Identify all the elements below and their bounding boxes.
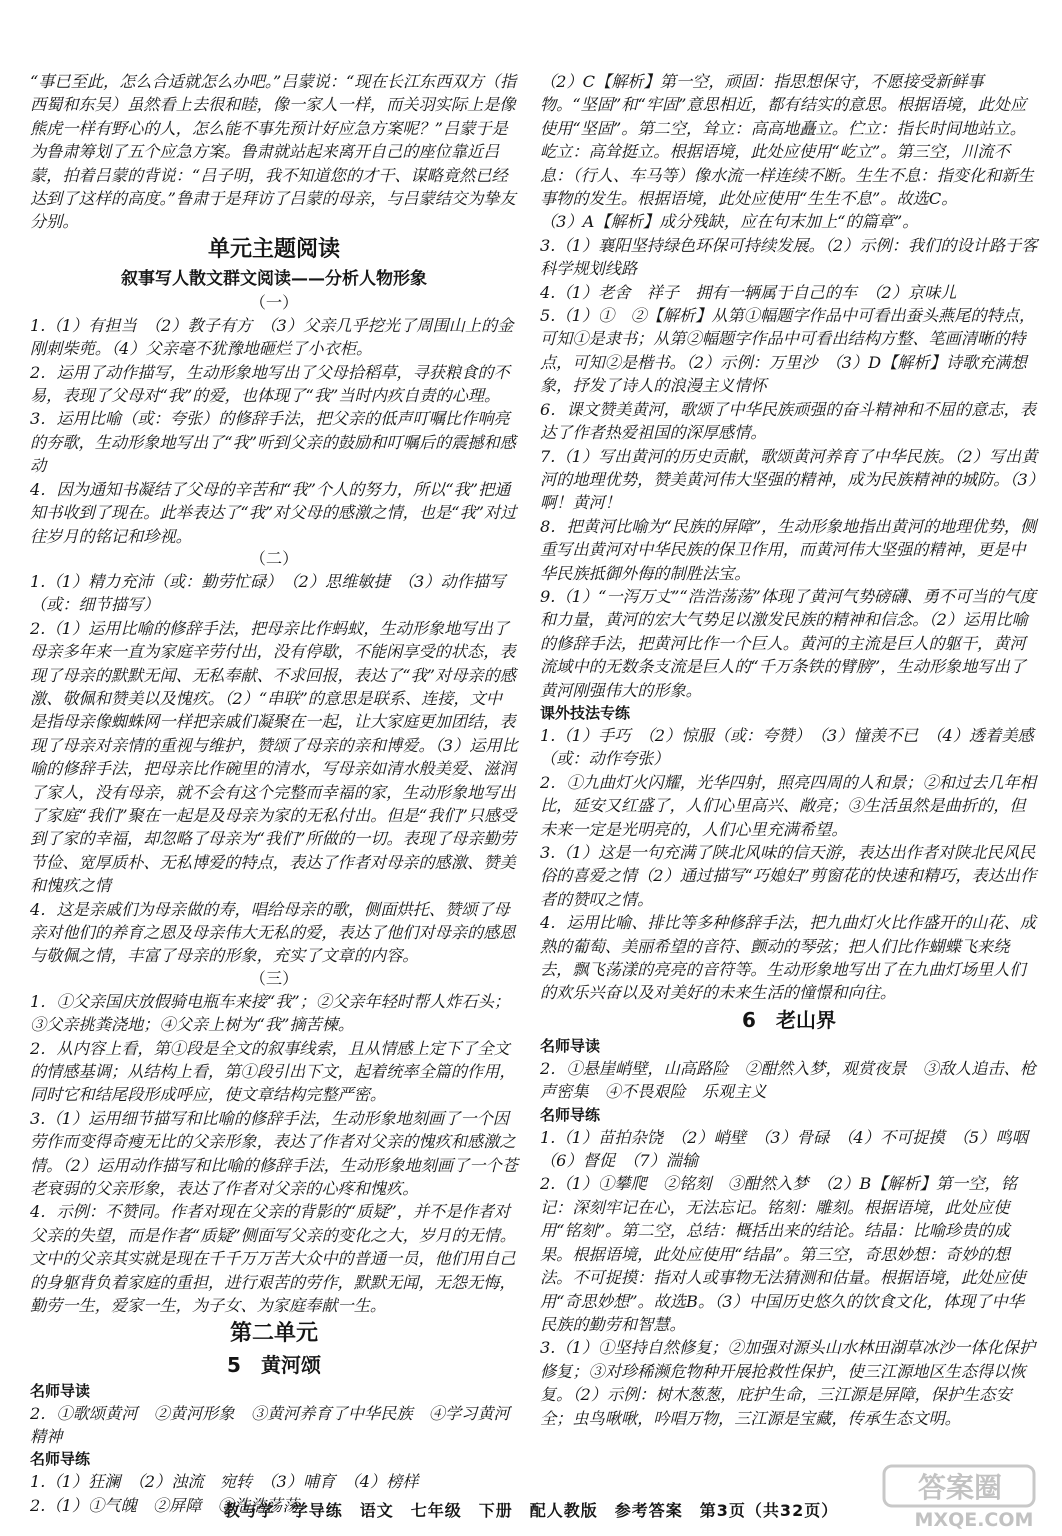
answer-paragraph: 4．因为通知书凝结了父母的辛苦和“我”个人的努力，所以“我”把通知书收到了现在。此举表达了“我”对父母的感激之情，也是“我”对过往岁月的铭记和珍视。 (30, 479, 517, 546)
answer-paragraph: 4．示例：不赞同。作者对现在父亲的背影的“质疑”，并不是作者对父亲的失望，而是作者“质疑”侧面写父亲的变化之大，岁月的无情。文中的父亲其实就是现在千千万万苦大众中的普通一员，他们用自己的身躯背负着家庭的重担，进行艰苦的劳作，默默无闻，无怨无悔，勤劳一生，爱家一生，为子女、为家庭奉献一生。 (30, 1202, 516, 1316)
part-number: （二） (249, 548, 299, 568)
answer-paragraph: 2．从内容上看，第①段是全文的叙事线索，且从情感上定下了全文的情感基调；从结构上看，第①段引出下文，起着统率全篇的作用，同时它和结尾段形成呼应，使文章结构完整严密。 (30, 1038, 516, 1105)
answer-paragraph: 3.（1）这是一句充满了陕北风味的信天游，表达出作者对陕北民风民俗的喜爱之情（2）通过描写“巧媳妇”剪窗花的快速和精巧，表达出作者的赞叹之情。 (540, 843, 1037, 909)
lesson-title: 6 老山界 (742, 1007, 836, 1032)
answer-paragraph: 2.（1）①气魄 ②屏障 ③浩浩荡荡 (30, 1495, 299, 1515)
part-number: （一） (249, 292, 299, 312)
unit-heading: 单元主题阅读 (207, 236, 340, 262)
answer-paragraph: 1.（1）有担当 （2）教子有方 （3）父亲几乎挖光了周围山上的金刚刺柴蔸。（4）父亲毫不犹豫地砸烂了小衣柜。 (30, 315, 514, 359)
answer-paragraph: 4．运用比喻、排比等多种修辞手法，把九曲灯火比作盛开的山花、成熟的葡萄、美丽希望的音符、颤动的琴弦；把人们比作蝴蝶飞来绕去，飘飞荡漾的亮亮的音符等。生动形象地写出了在九曲灯场里人们的欢乐兴奋以及对美好的未来生活的憧憬和向往。 (540, 913, 1036, 1003)
answer-paragraph: 2．运用了动作描写，生动形象地写出了父母拾稻草，寻获粮食的不易，表现了父母对“我”的爱，也体现了“我”当时内疚自责的心理。 (30, 362, 510, 406)
answer-paragraph: （3）A【解析】成分残缺，应在句末加上“的篇章”。 (540, 212, 919, 232)
answer-paragraph: 2．①九曲灯火闪耀，光华四射，照亮四周的人和景；②和过去几年相比，延安又红盛了，人们心里高兴、敞亮；③生活虽然是曲折的，但未来一定是光明亮的，人们心里充满希望。 (540, 772, 1036, 839)
answer-paragraph: 9.（1）“一泻万丈”“浩浩荡荡”体现了黄河气势磅礴、勇不可当的气度和力量，黄河的宏大气势足以激发民族的精神和信念。（2）运用比喻的修辞手法，把黄河比作一个巨人。黄河的主流是巨人的躯干，黄河流域中的无数条支流是巨人的“千万条铁的臂膀”，生动形象地写出了黄河刚强伟大的形象。 (540, 586, 1036, 700)
answer-paragraph: 2．①悬崖峭壁，山高路险 ②酣然入梦，观赏夜景 ③敌人追击、枪声密集 ④不畏艰险 乐观主义 (540, 1058, 1036, 1102)
answer-paragraph: 7.（1）写出黄河的历史贡献，歌颂黄河养育了中华民族。（2）写出黄河的地理优势，赞美黄河伟大坚强的精神，成为民族精神的城防。（3）啊！黄河！ (540, 446, 1038, 513)
section-label: 名师导读 (30, 1381, 91, 1400)
part-number: （三） (249, 968, 299, 988)
answer-paragraph: 4．这是亲戚们为母亲做的寿，唱给母亲的歌，侧面烘托、赞颂了母亲对他们的养育之恩及母亲伟大无私的爱，表达了他们对母亲的感恩与敬佩之情，丰富了母亲的形象，充实了文章的内容。 (30, 899, 516, 966)
section-label: 名师导练 (540, 1105, 601, 1124)
answer-paragraph: 4.（1）老舍 祥子 拥有一辆属于自己的车 （2）京味儿 (540, 282, 957, 302)
answer-paragraph: 1.（1）手巧 （2）惊服（或：夸赞） （3）憧羡不已 （4）透着美感（或：动作夸张） (540, 725, 1034, 769)
answer-paragraph: 3．运用比喻（或：夸张）的修辞手法，把父亲的低声叮嘱比作响亮的夯歌，生动形象地写出了“我”听到父亲的鼓励和叮嘱后的震撼和感动 (30, 409, 516, 476)
section-label: 名师导练 (30, 1450, 91, 1469)
left-column (30, 70, 518, 1517)
right-column (540, 70, 1054, 1430)
section-label: 课外技法专练 (540, 703, 631, 722)
answer-paragraph: 3.（1）①坚持自然修复；②加强对源头山水林田湖草冰沙一体化保护修复；③对珍稀濒危物种开展抢救性保护，使三江源地区生态得以恢复。（2）示例：树木葱葱，庇护生命，三江源是屏障，保护生态安全；虫鸟啾啾，吟唱万物，三江源是宝藏，传承生态文明。 (540, 1338, 1036, 1428)
answer-paragraph: 1．①父亲国庆放假骑电瓶车来接“我”；②父亲年轻时帮人炸石头；③父亲挑粪浇地；④父亲上树为“我”摘苦楝。 (30, 991, 511, 1035)
answer-paragraph: 2.（1）①攀爬 ②铭刻 ③酣然入梦 （2）B【解析】第一空，铭记：深刻牢记在心，无法忘记。铭刻：雕刻。根据语境，此处应使用“铭刻”。第二空，总结：概括出来的结论。结晶：比喻珍贵的成果。根据语境，此处应使用“结晶”。第三空，奇思妙想：奇妙的想法。不可捉摸：指对人或事物无法猜测和估量。根据语境，此处应使用“奇思妙想”。故选B。（3）中国历史悠久的饮食文化，体现了中华民族的勤劳和智慧。 (540, 1174, 1026, 1334)
answer-paragraph: 5.（1）① ②【解析】从第①幅题字作品中可看出蚕头燕尾的特点，可知①是隶书；从第②幅题字作品中可看出结构方整、笔画清晰的特点，可知②是楷书。（2）示例：万里沙 （3）D【解析】诗歌充满想象，抒发了诗人的浪漫主义情怀 (540, 306, 1036, 396)
answer-paragraph: 8．把黄河比喻为“民族的屏障”，生动形象地指出黄河的地理优势，侧重写出黄河对中华民族的保卫作用，而黄河伟大坚强的精神，更是中华民族抵御外侮的制胜法宝。 (540, 516, 1037, 583)
page-footer: 教与学 学导练 语文 七年级 下册 配人教版 参考答案 第3页（共32页） (223, 1501, 839, 1520)
watermark-logo (882, 1462, 1058, 1532)
answer-paragraph: 1.（1）狂澜 （2）浊流 宛转 （3）哺育 （4）榜样 (30, 1472, 419, 1492)
answer-paragraph: 6．课文赞美黄河，歌颂了中华民族顽强的奋斗精神和不屈的意志，表达了作者热爱祖国的深厚感情。 (540, 399, 1036, 443)
answer-paragraph: 2．①歌颂黄河 ②黄河形象 ③黄河养育了中华民族 ④学习黄河精神 (30, 1403, 510, 1446)
lesson-title: 5 黄河颂 (227, 1352, 321, 1377)
sub-heading: 叙事写人散文群文阅读——分析人物形象 (121, 268, 427, 289)
watermark-title: 答案圈 (917, 1471, 1003, 1504)
answer-paragraph: 3.（1）运用细节描写和比喻的修辞手法，生动形象地刻画了一个因劳作而变得奇瘦无比的父亲形象，表达了作者对父亲的愧疚和感激之情。（2）运用动作描写和比喻的修辞手法，生动形象地刻画了一个苍老衰弱的父亲形象，表达了作者对父亲的心疼和愧疚。 (30, 1108, 518, 1199)
answer-paragraph: （2）C【解析】第一空，顽固：指思想保守，不愿接受新鲜事物。“坚固”和“牢固”意思相近，都有结实的意思。根据语境，此处应使用“坚固”。第二空，耸立：高高地矗立。伫立：指长时间地站立。屹立：高耸挺立。根据语境，此处应使用“屹立”。第三空，川流不息：（行人、车马等）像水流一样连续不断。生生不息：指变化和新生事物的发生。根据语境，此处应使用“生生不息”。故选C。 (540, 72, 1034, 209)
section-label: 名师导读 (540, 1036, 601, 1055)
watermark-url: MXQE.COM (914, 1509, 1034, 1531)
answer-paragraph: 1.（1）精力充沛（或：勤劳忙碌） （2）思维敏捷 （3）动作描写（或：细节描写） (30, 571, 506, 615)
answer-paragraph: 3.（1）襄阳坚持绿色环保可持续发展。（2）示例：我们的设计路于客 科学规划线路 (540, 235, 1054, 279)
unit-heading: 第二单元 (229, 1320, 318, 1346)
answer-paragraph: 1.（1）苗拍杂饶 （2）峭壁 （3）骨碌 （4）不可捉摸 （5）鸣咽 （6）督促 （7）湍输 (540, 1127, 1044, 1171)
answer-paragraph: 2.（1）运用比喻的修辞手法，把母亲比作蚂蚁，生动形象地写出了母亲多年来一直为家庭辛劳付出，没有停歇，不能闲享受的状态，表现了母亲的默默无闻、无私奉献、不求回报，表达了“我”对母亲的感激、敬佩和赞美以及愧疚。（2）“串联”的意思是联系、连接，文中是指母亲像蜘蛛网一样把亲戚们凝聚在一起，让大家庭更加团结，表现了母亲对亲情的重视与维护，赞颂了母亲的亲和博爱。（3）运用比喻的修辞手法，把母亲比作碗里的清水，写母亲如清水般美爱、滋润了家人，没有母亲，就不会有这个完整而幸福的家，生动形象地写出了家庭“我们”聚在一起是及母亲为家的无私付出。但是“我们”只感受到了家的幸福，却忽略了母亲为“我们”所做的一切。表现了母亲勤劳节俭、宽厚质朴、无私博爱的特点，表达了作者对母亲的感激、赞美和愧疚之情 (30, 618, 518, 896)
answer-paragraph: “事已至此，怎么合适就怎么办吧。”吕蒙说：“现在长江东西双方（指西蜀和东吴）虽然看上去很和睦，像一家人一样，而关羽实际上是像熊虎一样有野心的人，怎么能不事先预计好应急方案呢？”吕蒙于是为鲁肃筹划了五个应急方案。鲁肃就站起来离开自己的座位靠近吕蒙，拍着吕蒙的背说：“吕子明，我不知道您的才干、谋略竟然已经达到了这样的高度。”鲁肃于是拜访了吕蒙的母亲，与吕蒙结交为挚友分别。 (30, 72, 517, 232)
